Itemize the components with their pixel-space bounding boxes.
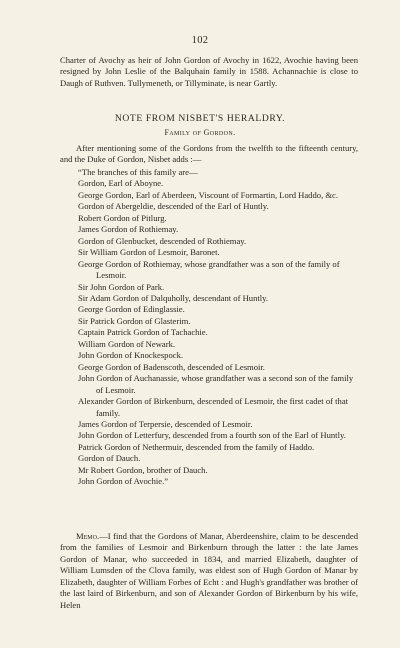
list-item: William Gordon of Newark. [78, 338, 176, 349]
memo-text: —I find that the Gordons of Manar, Aberdeenshire, claim to be descended from the families of Lesmoir and Birkenburn through the latter : the late James Gordon of Manar, who succeeded in 1834, and married Elizabeth, daughter of William Lumsden of the Clova family, was eldest son of Hugh Gordon of Manar by Elizabeth, daughter of William Forbes of Echt : and Hugh's grandfather was brother of the last laird of Birkenburn, and son of Alexander Gordon of Birkenburn by his wife, Helen [60, 531, 358, 610]
list-item: John Gordon of Avochie.” [78, 476, 169, 487]
list-item: Mr Robert Gordon, brother of Dauch. [78, 464, 208, 475]
list-item: Sir William Gordon of Lesmoir, Baronet. [78, 247, 220, 258]
intro-paragraph: Charter of Avochy as heir of John Gordon of Avochy in 1622, Avochie having been resigned by John Leslie of the Balquhain family in 1588. Achannachie is close to Daugh of Ruthven. Tullymeneth, or Tillyminate, is near Gartly. [60, 55, 358, 88]
branches-list-intro: “The branches of this family are— [78, 167, 198, 177]
list-item: John Gordon of Knockespock. [78, 350, 184, 361]
list-item: George Gordon of Edinglassie. [78, 304, 185, 315]
list-item: Patrick Gordon of Nethermuir, descended from the family of Haddo. [78, 441, 315, 452]
section-subheading: Family of Gordon. [164, 128, 236, 137]
after-heading-paragraph: After mentioning some of the Gordons from the twelfth to the fifteenth century, and the Duke of Gordon, Nisbet adds :— [60, 143, 358, 165]
list-item: Alexander Gordon of Birkenburn, descended of Lesmoir, the first cadet of that family. [78, 396, 349, 418]
list-item: George Gordon, Earl of Aberdeen, Viscount of Formartin, Lord Haddo, &c. [78, 189, 339, 200]
memo-paragraph [60, 531, 358, 611]
list-item: George Gordon of Rothiemay, whose grandfather was a son of the family of Lesmoir. [78, 258, 340, 281]
list-item: Gordon of Glenbucket, descended of Rothiemay. [78, 235, 247, 246]
memo-block [60, 531, 358, 611]
list-item: Sir John Gordon of Park. [78, 281, 165, 292]
memo-label: Memo. [76, 531, 100, 541]
list-item: Gordon of Dauch. [78, 453, 141, 464]
list-item: Robert Gordon of Pitlurg. [78, 212, 167, 223]
list-item: Gordon, Earl of Aboyne. [78, 178, 164, 189]
list-item: John Gordon of Auchanassie, whose grandfather was a second son of the family of Lesmoir. [78, 373, 354, 395]
page-number: 102 [191, 35, 209, 46]
list-item: John Gordon of Letterfury, descended from a fourth son of the Earl of Huntly. [78, 430, 346, 441]
list-item: Captain Patrick Gordon of Tachachie. [78, 327, 208, 338]
intro-paragraph-block [60, 55, 358, 89]
list-item: Sir Adam Gordon of Dalquholly, descendant of Huntly. [78, 292, 269, 303]
section-heading: NOTE FROM NISBET'S HERALDRY. [114, 113, 286, 124]
list-item: Sir Patrick Gordon of Glasterim. [78, 315, 191, 326]
branches-list [60, 167, 358, 488]
list-item: James Gordon of Rothiemay. [78, 224, 179, 235]
list-item: George Gordon of Badenscoth, descended of Lesmoir. [78, 361, 265, 372]
after-heading-block [60, 143, 358, 166]
list-item: James Gordon of Terpersie, descended of Lesmoir. [78, 418, 253, 429]
list-item: Gordon of Abergeldie, descended of the Earl of Huntly. [78, 201, 269, 212]
